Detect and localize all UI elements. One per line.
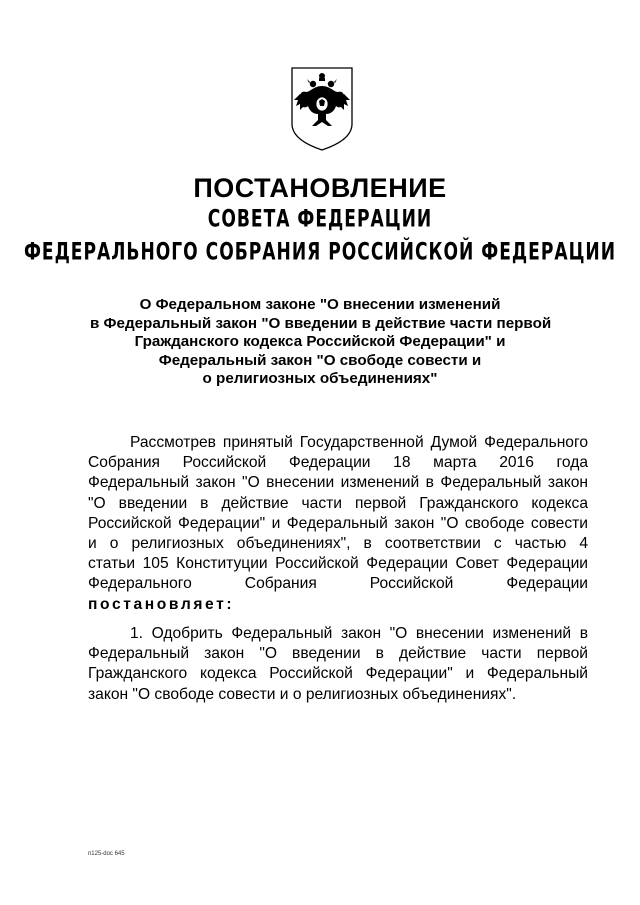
document-heading [90, 296, 550, 389]
resolution-keyword-line [88, 595, 588, 615]
footer-code: п125-doc 645 [88, 851, 125, 857]
paragraph-line: Федеральный закон "О внесении изменений в Федеральный закон [88, 474, 588, 492]
paragraph-line: Федеральный закон "О введении в действие части первой [88, 645, 588, 663]
document-title: ПОСТАНОВЛЕНИЕ [193, 173, 447, 203]
paragraph-preamble [88, 433, 588, 615]
paragraph-line: статьи 105 Конституции Российской Федерации Совет Федерации [88, 555, 588, 573]
resolution-keyword: постановляет: [88, 595, 235, 613]
paragraph-line: Собрания Российской Федерации 18 марта 2016 года [88, 454, 588, 472]
paragraph-line: 1. Одобрить Федеральный закон "О внесении изменений в [130, 625, 588, 642]
paragraph-line: Рассмотрев принятый Государственной Думой Федерального [130, 434, 588, 451]
coat-of-arms-icon [288, 64, 356, 152]
document-subtitle-line1: СОВЕТА ФЕДЕРАЦИИ [207, 205, 433, 233]
paragraph-line: закон "О свободе совести и о религиозных объединениях". [88, 685, 517, 703]
heading-line: О Федеральном законе "О внесении изменений [139, 296, 501, 313]
paragraph-line: Российской Федерации" и Федеральный закон "О свободе совести [88, 514, 588, 532]
paragraph-line: "О введении в действие части первой Гражданского кодекса [88, 494, 588, 512]
heading-line: Гражданского кодекса Российской Федерации" и [134, 333, 506, 350]
paragraph-line: и о религиозных объединениях", в соответствии с частью 4 [88, 535, 588, 553]
paragraph-item-1 [88, 624, 588, 705]
heading-line: о религиозных объединениях" [202, 370, 438, 387]
paragraph-line: Гражданского кодекса Российской Федерации" и Федеральный [88, 665, 588, 683]
heading-line: в Федеральный закон "О введении в действие части первой [90, 314, 552, 332]
document-subtitle-line2: ФЕДЕРАЛЬНОГО СОБРАНИЯ РОССИЙСКОЙ ФЕДЕРАЦИИ [23, 238, 617, 266]
paragraph-line: Федерального Собрания Российской Федерации [88, 575, 588, 593]
heading-line: Федеральный закон "О свободе совести и [158, 351, 482, 369]
